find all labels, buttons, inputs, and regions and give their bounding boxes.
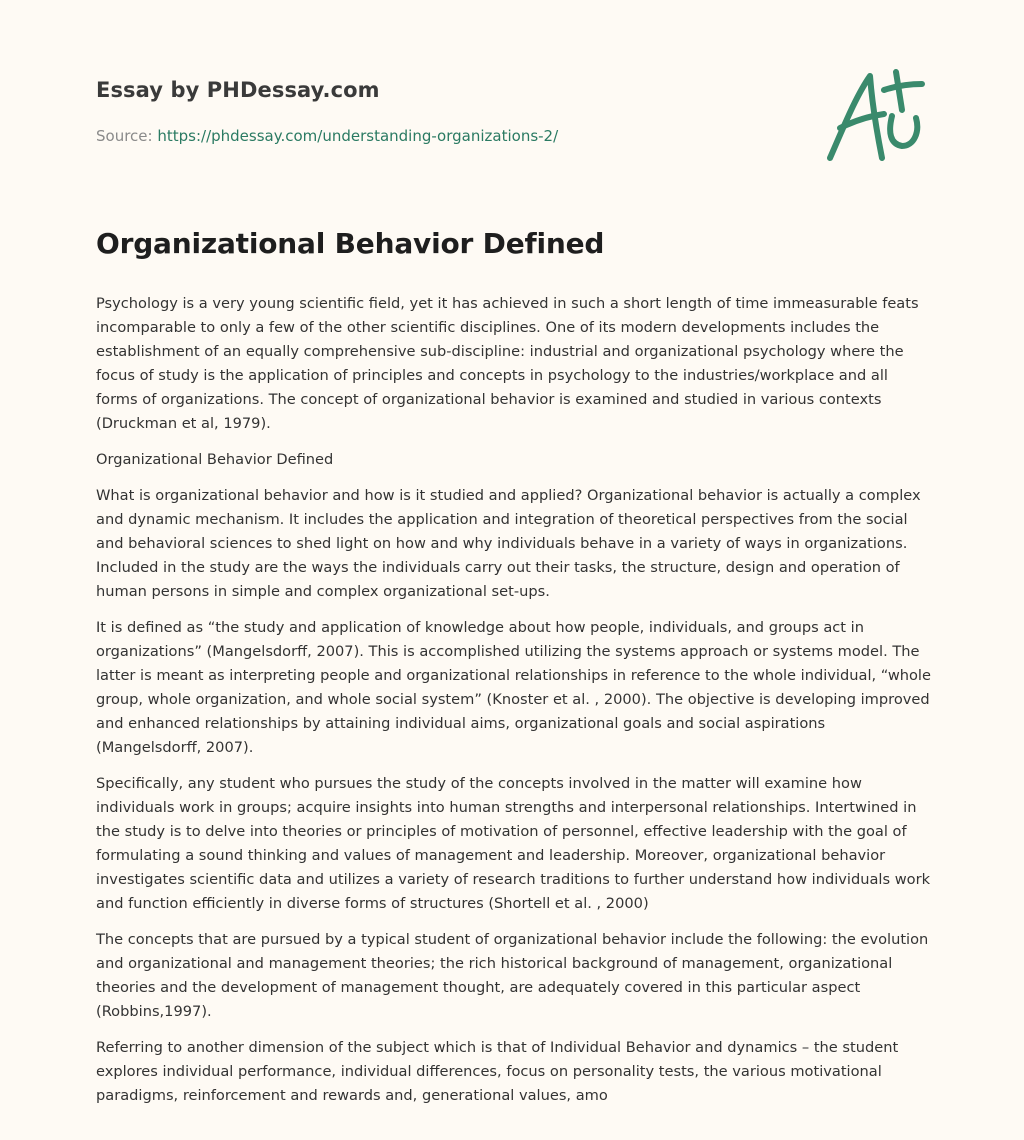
site-brand: Essay by PHDessay.com [96, 78, 380, 102]
bottom-fade [0, 1116, 1024, 1140]
source-line [96, 126, 796, 146]
paragraph-3: It is defined as “the study and application of knowledge about how people, individuals, and groups act in organizations” (Mangelsdorff, 2007). This is accomplished utilizing the systems approach or systems model. The latter is meant as interpreting people and organizational relationships in reference to the whole individual, “whole group, whole organization, and whole social system” (Knoster et al. , 2000). The objective is developing improved and enhanced relationships by attaining individual aims, organizational goals and social aspirations (Mangelsdorff, 2007). [96, 619, 931, 756]
essay-header [96, 76, 796, 146]
section-heading: Organizational Behavior Defined [96, 451, 334, 468]
source-link[interactable]: https://phdessay.com/understanding-organizations-2/ [157, 127, 559, 145]
source-label: Source: [96, 127, 153, 145]
paragraph-4: Specifically, any student who pursues the study of the concepts involved in the matter will examine how individuals work in groups; acquire insights into human strengths and interpersonal relationships. Intertwined in the study is to delve into theories or principles of motivation of personnel, effective leadership with the goal of formulating a sound thinking and values of management and leadership. Moreover, organizational behavior investigates scientific data and utilizes a variety of research traditions to further understand how individuals work and function efficiently in diverse forms of structures (Shortell et al. , 2000) [96, 775, 931, 912]
paragraph-5: The concepts that are pursued by a typical student of organizational behavior include the following: the evolution and organizational and management theories; the rich historical background of management, organizational theories and the development of management thought, are adequately covered in this particular aspect (Robbins,1997). [96, 931, 929, 1020]
article-title: Organizational Behavior Defined [96, 227, 605, 260]
article [96, 224, 932, 1120]
a-plus-logo-icon [822, 66, 932, 166]
paragraph-6: Referring to another dimension of the subject which is that of Individual Behavior and dynamics – the student explores individual performance, individual differences, focus on personality tests, the various motivational paradigms, reinforcement and rewards and, generational values, amo [96, 1039, 899, 1104]
paragraph-1: Psychology is a very young scientific field, yet it has achieved in such a short length of time immeasurable feats incomparable to only a few of the other scientific disciplines. One of its modern developments includes the establishment of an equally comprehensive sub-discipline: industrial and organizational psychology where the focus of study is the application of principles and concepts in psychology to the industries/workplace and all forms of organizations. The concept of organizational behavior is examined and studied in various contexts (Druckman et al, 1979). [96, 295, 919, 432]
paragraph-2: What is organizational behavior and how is it studied and applied? Organizational behavior is actually a complex and dynamic mechanism. It includes the application and integration of theoretical perspectives from the social and behavioral sciences to shed light on how and why individuals behave in a variety of ways in organizations. Included in the study are the ways the individuals carry out their tasks, the structure, design and operation of human persons in simple and complex organizational set-ups. [96, 487, 921, 600]
